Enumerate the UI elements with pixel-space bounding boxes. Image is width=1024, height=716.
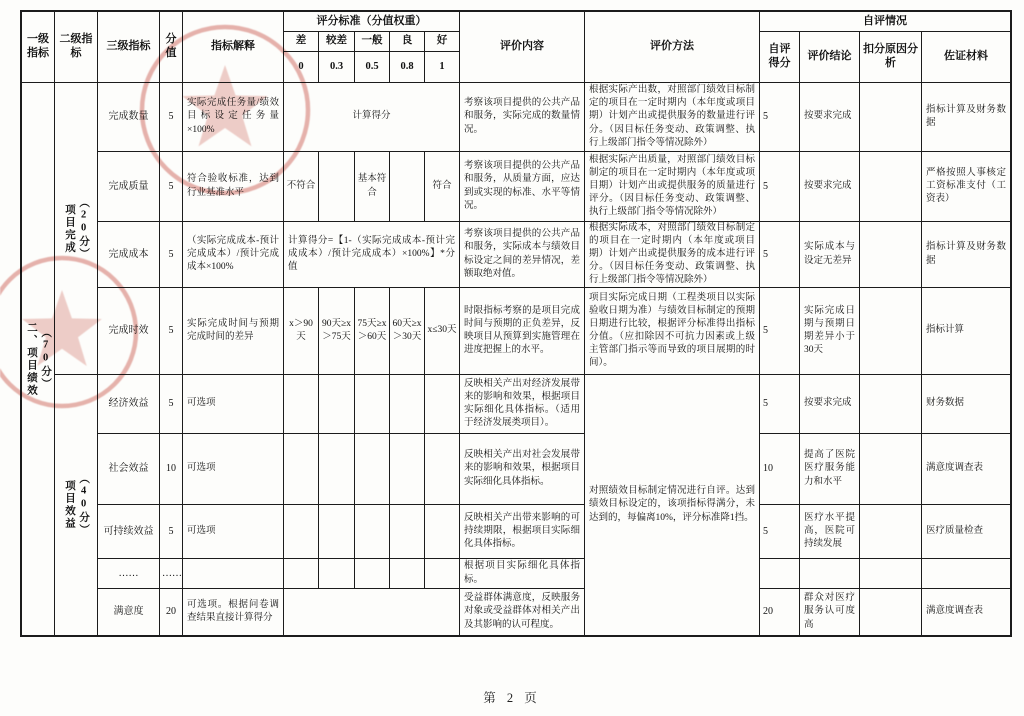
header-scoring-standard: 评分标准（分值权重） [284, 12, 460, 32]
method-cell: 根据实际产出质量，对照部门绩效目标制定的项目在一定时期内（本年度或项目期）计划产出或提供服务的质量进行评分。（因目标任务变动、政策调整、执行上级部门指令等情况除外） [585, 152, 760, 222]
deduction-cell [860, 222, 922, 288]
scoring-cell: 75天≥x＞60天 [355, 288, 390, 375]
method-cell: 项目实际完成日期（工程类项目以实际验收日期为准）与绩效目标制定的预期日期进行比较，根据评分标准得出指标分值。（应扣除因不可抗力因素或上级主管部门指示等而导致的项目展期的时间）。 [585, 288, 760, 375]
level2-project-benefit-cell [55, 375, 98, 635]
scoring-cell [390, 152, 425, 222]
evidence-cell [922, 559, 1010, 589]
deduction-cell [860, 83, 922, 152]
scoring-cell [319, 375, 355, 434]
scoring-cell [390, 559, 425, 589]
indicator-cell: 经济效益 [98, 375, 160, 434]
content-cell: 考察该项目提供的公共产品和服务，实际成本与绩效目标设定之间的差异情况，差额取绝对值。 [460, 222, 585, 288]
explanation-cell [183, 559, 284, 589]
header-deduction-analysis: 扣分原因分析 [860, 32, 922, 83]
scoring-cell [319, 152, 355, 222]
evidence-cell: 严格按照人事核定工资标准支付（工资表） [922, 152, 1010, 222]
level2-project-completion-cell [55, 83, 98, 375]
evidence-cell: 满意度调查表 [922, 434, 1010, 505]
deduction-cell [860, 375, 922, 434]
header-level2: 二级指标 [55, 12, 98, 83]
scoring-cell [390, 375, 425, 434]
evidence-cell: 指标计算 [922, 288, 1010, 375]
scoring-span-cell: 计算得分 [284, 83, 460, 152]
header-conclusion: 评价结论 [800, 32, 860, 83]
scoring-cell [425, 505, 460, 559]
self-score-cell: 5 [760, 288, 800, 375]
page-number: 第 2 页 [483, 691, 541, 705]
self-score-cell: 5 [760, 152, 800, 222]
level1-label: 二、项目绩效 [26, 321, 37, 397]
self-score-cell: 5 [760, 222, 800, 288]
scoring-cell [425, 375, 460, 434]
indicator-cell: …… [98, 559, 160, 589]
scoring-cell [390, 505, 425, 559]
indicator-cell: 完成数量 [98, 83, 160, 152]
deduction-cell [860, 505, 922, 559]
header-evaluation-content: 评价内容 [460, 12, 585, 83]
scoring-span-cell: 计算得分=【1-（实际完成成本-预计完成成本）/预计完成成本）×100%】*分值 [284, 222, 460, 288]
score-cell: 5 [160, 505, 183, 559]
indicator-cell: 满意度 [98, 589, 160, 635]
header-level1: 一级指标 [22, 12, 55, 83]
header-level3: 三级指标 [98, 12, 160, 83]
header-score: 分值 [160, 12, 183, 83]
deduction-cell [860, 589, 922, 635]
scoring-cell [390, 434, 425, 505]
level2-score: （40分） [78, 473, 90, 537]
header-self-score: 自评得分 [760, 32, 800, 83]
self-score-cell: 10 [760, 434, 800, 505]
deduction-cell [860, 288, 922, 375]
conclusion-cell: 医疗水平提高，医院可持续发展 [800, 505, 860, 559]
level2-score: （20分） [78, 196, 90, 261]
content-cell: 时限指标考察的是项目完成时间与预期的正负差异，反映项目从预算到实施管理在进度把握上的水平。 [460, 288, 585, 375]
scoring-cell [284, 375, 319, 434]
score-cell: 5 [160, 375, 183, 434]
evidence-cell: 满意度调查表 [926, 606, 984, 617]
explanation-cell: 可选项 [183, 375, 284, 434]
content-cell: 反映相关产出带来影响的可持续期限，根据项目实际细化具体指标。 [460, 505, 585, 559]
scoring-cell: 60天≥x＞30天 [390, 288, 425, 375]
scoring-cell [319, 505, 355, 559]
score-cell: 5 [160, 83, 183, 152]
self-score-cell: 5 [760, 375, 800, 434]
conclusion-cell [800, 559, 860, 589]
scoring-cell [425, 434, 460, 505]
explanation-cell: 可选项 [183, 505, 284, 559]
header-self-evaluation: 自评情况 [760, 12, 1010, 32]
deduction-cell [860, 434, 922, 505]
evidence-cell: 财务数据 [922, 375, 1010, 434]
method-cell: 根据实际产出数，对照部门绩效目标制定的项目在一定时期内（本年度或项目期）计划产出或提供服务的数量进行评分。（因目标任务变动、政策调整、执行上级部门指令等情况除外） [585, 83, 760, 152]
conclusion-cell: 按要求完成 [800, 83, 860, 152]
self-score-cell [760, 559, 800, 589]
self-score-cell: 5 [760, 505, 800, 559]
self-score-cell: 5 [760, 83, 800, 152]
indicator-cell: 社会效益 [98, 434, 160, 505]
level1-indicator-cell [22, 83, 55, 635]
scoring-cell [319, 434, 355, 505]
conclusion-cell: 提高了医院医疗服务能力和水平 [800, 434, 860, 505]
evaluation-table [20, 10, 1012, 637]
explanation-cell: 可选项 [183, 434, 284, 505]
scoring-cell [425, 559, 460, 589]
score-cell: 5 [160, 152, 183, 222]
conclusion-cell: 实际完成日期与预期日期差异小于30天 [800, 288, 860, 375]
header-weight-05: 0.5 [355, 52, 390, 83]
content-cell: 反映相关产出对经济发展带来的影响和效果，根据项目实际细化具体指标。（适用于经济发展类项目）。 [460, 375, 585, 434]
merged-method-cell: 对照绩效目标制定情况进行自评。达到绩效目标设定的，该项指标得满分，未达到的，每偏离10%，评分标准降1挡。 [585, 375, 760, 635]
explanation-cell: 实际完成时间与预期完成时间的差异 [183, 288, 284, 375]
score-cell: 5 [160, 222, 183, 288]
scoring-cell [284, 559, 319, 589]
scoring-cell [284, 505, 319, 559]
scoring-cell: x≤30天 [425, 288, 460, 375]
explanation-cell: 符合验收标准，达到行业基准水平 [183, 152, 284, 222]
evidence-cell: 医疗质量检查 [922, 505, 1010, 559]
self-score-cell: 20 [760, 589, 800, 635]
scoring-cell [355, 375, 390, 434]
header-grade-poor: 差 [284, 32, 319, 52]
conclusion-cell: 按要求完成 [800, 152, 860, 222]
level1-score: （70分） [40, 327, 52, 391]
header-weight-08: 0.8 [390, 52, 425, 83]
conclusion-cell: 实际成本与设定无差异 [800, 222, 860, 288]
header-evidence: 佐证材料 [922, 32, 1010, 83]
indicator-cell: 可持续效益 [98, 505, 160, 559]
explanation-cell: 可选项。根据问卷调查结果直接计算得分 [183, 589, 284, 635]
method-cell: 根据实际成本，对照部门绩效目标制定的项目在一定时期内（本年度或项目期）计划产出或提供服务的成本进行评分。（因目标任务变动、政策调整、执行上级部门指令等情况除外） [585, 222, 760, 288]
indicator-cell: 完成时效 [98, 288, 160, 375]
content-cell: 考察该项目提供的公共产品和服务，从质量方面，应达到或实现的标准、水平等情况。 [460, 152, 585, 222]
scoring-cell [284, 434, 319, 505]
header-evaluation-method: 评价方法 [585, 12, 760, 83]
explanation-cell: 实际完成任务量/绩效目标设定任务量×100% [183, 83, 284, 152]
header-explanation: 指标解释 [183, 12, 284, 83]
content-cell: 反映相关产出对社会发展带来的影响和效果，根据项目实际细化具体指标。 [460, 434, 585, 505]
header-grade-excellent: 好 [425, 32, 460, 52]
scoring-cell: x＞90天 [284, 288, 319, 375]
scoring-span-cell [284, 589, 460, 635]
score-cell: …… [160, 559, 183, 589]
explanation-cell: （实际完成成本-预计完成成本）/预计完成成本×100% [183, 222, 284, 288]
content-cell: 受益群体满意度，反映服务对象或受益群体对相关产出及其影响的认可程度。 [460, 589, 585, 635]
header-grade-average: 一般 [355, 32, 390, 52]
scoring-cell [319, 559, 355, 589]
scoring-cell [355, 505, 390, 559]
scoring-cell [355, 434, 390, 505]
indicator-cell: 完成成本 [98, 222, 160, 288]
scoring-cell: 基本符合 [355, 152, 390, 222]
deduction-cell [860, 152, 922, 222]
level2-label: 项目效益 [64, 480, 75, 530]
conclusion-cell: 按要求完成 [800, 375, 860, 434]
scoring-cell [355, 559, 390, 589]
scoring-cell: 符合 [425, 152, 460, 222]
evidence-cell: 指标计算及财务数据 [922, 222, 1010, 288]
content-cell: 根据项目实际细化具体指标。 [460, 559, 585, 589]
score-cell: 20 [160, 589, 183, 635]
header-grade-good: 良 [390, 32, 425, 52]
deduction-cell [860, 559, 922, 589]
content-cell: 考察该项目提供的公共产品和服务，实际完成的数量情况。 [460, 83, 585, 152]
conclusion-cell: 群众对医疗服务认可度高 [800, 589, 860, 635]
header-grade-worse: 较差 [319, 32, 355, 52]
evidence-cell: 指标计算及财务数据 [922, 83, 1010, 152]
header-weight-0: 0 [284, 52, 319, 83]
header-weight-03: 0.3 [319, 52, 355, 83]
level2-label: 项目完成 [64, 203, 75, 254]
header-weight-1: 1 [425, 52, 460, 83]
scoring-cell: 90天≥x＞75天 [319, 288, 355, 375]
score-cell: 10 [160, 434, 183, 505]
score-cell: 5 [160, 288, 183, 375]
indicator-cell: 完成质量 [98, 152, 160, 222]
scoring-cell: 不符合 [284, 152, 319, 222]
